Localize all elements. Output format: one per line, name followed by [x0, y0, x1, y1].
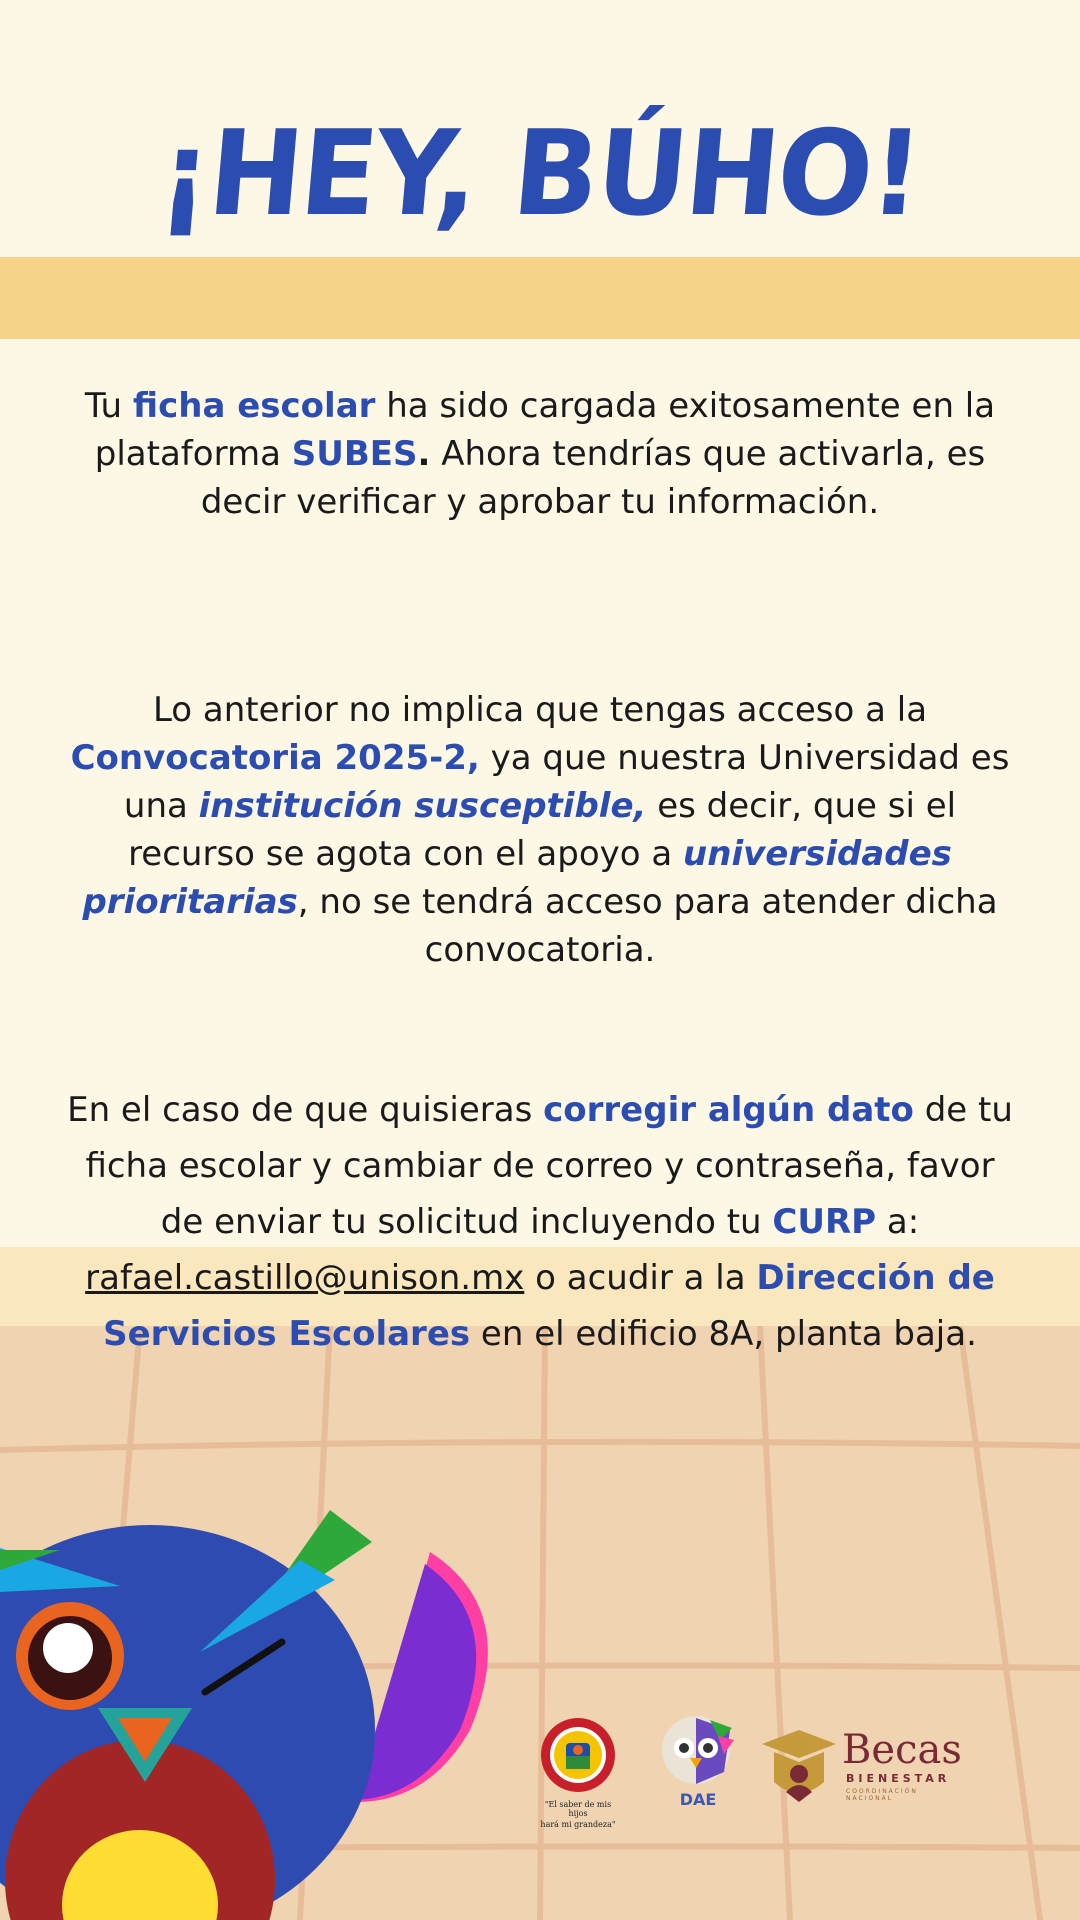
curp-highlight: CURP — [772, 1202, 877, 1242]
unison-seal-logo: "El saber de mis hijos hará mi grandeza" — [536, 1716, 620, 1829]
paragraph-convocatoria: Lo anterior no implica que tengas acceso a la Convocatoria 2025-2, ya que nuestra Universidad es una institución susceptible, es decir, que si el recurso se agota con el apoyo a universidades prioritarias, no se tendrá acceso para atender dicha convocatoria. — [70, 690, 1010, 970]
universidades-highlight: universidades prioritarias — [82, 834, 952, 922]
convocatoria-highlight: Convocatoria 2025-2, — [70, 738, 480, 778]
paragraph-ficha-cargada: Tu ficha escolar ha sido cargada exitosamente en la plataforma SUBES. Ahora tendrías que activarla, es decir verificar y aprobar tu información. — [84, 386, 996, 522]
owl-eye-highlight — [43, 1623, 93, 1673]
direccion-highlight: Dirección de Servicios Escolares — [103, 1258, 995, 1354]
email-link[interactable]: rafael.castillo@unison.mx — [85, 1258, 525, 1298]
owl-wing-purple — [355, 1564, 476, 1800]
becas-bienestar-logo: Becas BIENESTAR COORDINACIÓN NACIONAL — [760, 1726, 960, 1806]
institucion-highlight: institución susceptible, — [198, 786, 647, 826]
subes-highlight: SUBES — [291, 434, 418, 474]
decorative-band-top — [0, 257, 1080, 339]
page-title: ¡HEY, BÚHO! — [154, 105, 926, 243]
corregir-highlight: corregir algún dato — [543, 1090, 914, 1130]
owl-illustration — [0, 1500, 520, 1920]
paragraph-correccion: En el caso de que quisieras corregir algún dato de tu ficha escolar y cambiar de correo y contraseña, favor de enviar tu solicitud incluyendo tu CURP a: rafael.castillo@unison.mx o acudir a la Dirección de Servicios Escolares en el edificio 8A, planta baja. — [67, 1090, 1013, 1354]
dae-owl-icon — [658, 1710, 738, 1790]
ficha-escolar-highlight: ficha escolar — [132, 386, 376, 426]
unison-seal-icon — [539, 1716, 617, 1794]
graduation-cap-icon — [760, 1726, 838, 1806]
dae-logo: DAE — [658, 1710, 738, 1809]
